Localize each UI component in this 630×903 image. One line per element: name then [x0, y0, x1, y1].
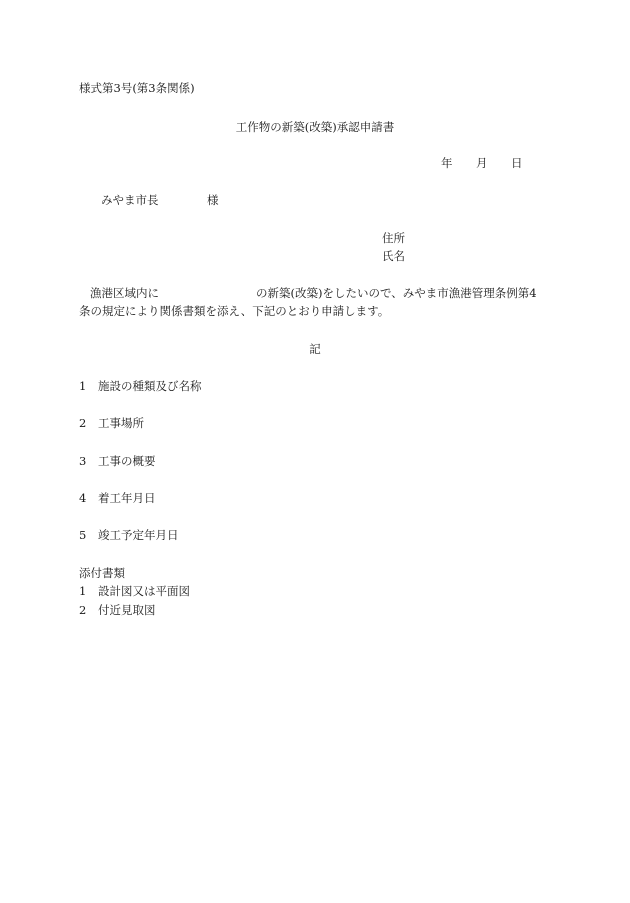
item-number: 1 [79, 379, 87, 393]
item-label: 工事の概要 [98, 454, 156, 468]
item-label: 工事場所 [98, 416, 144, 430]
date-day-label: 日 [511, 156, 523, 170]
item-number: 4 [79, 491, 87, 505]
body-line1-suffix: の新築(改築)をしたいので、みやま市漁港管理条例第4 [256, 286, 537, 300]
item-label: 施設の種類及び名称 [98, 379, 202, 393]
item-number: 2 [79, 416, 87, 430]
attachment-number: 2 [79, 603, 87, 617]
attachment-label: 付近見取図 [98, 603, 156, 617]
addressee-name: みやま市長 [101, 193, 159, 207]
ki-heading: 記 [309, 342, 321, 356]
item-number: 5 [79, 528, 87, 542]
attachments-heading: 添付書類 [79, 566, 125, 580]
applicant-name-label: 氏名 [382, 249, 405, 263]
item-number: 3 [79, 454, 87, 468]
applicant-address-label: 住所 [382, 231, 405, 245]
list-item [79, 491, 156, 505]
list-item [79, 528, 179, 542]
list-item [79, 454, 156, 468]
form-number: 様式第3号(第3条関係) [79, 81, 195, 95]
attachment-label: 設計図又は平面図 [98, 584, 190, 598]
addressee-honorific: 様 [207, 193, 219, 207]
item-label: 着工年月日 [98, 491, 156, 505]
list-item [79, 379, 202, 393]
body-line1-prefix: 漁港区域内に [90, 286, 159, 300]
date-year-label: 年 [441, 156, 453, 170]
list-item [79, 584, 190, 598]
document-title: 工作物の新築(改築)承認申請書 [235, 120, 395, 134]
body-line2: 条の規定により関係書類を添え、下記のとおり申請します。 [79, 304, 390, 318]
list-item [79, 416, 144, 430]
list-item [79, 603, 156, 617]
attachment-number: 1 [79, 584, 87, 598]
date-month-label: 月 [476, 156, 488, 170]
item-label: 竣工予定年月日 [98, 528, 179, 542]
